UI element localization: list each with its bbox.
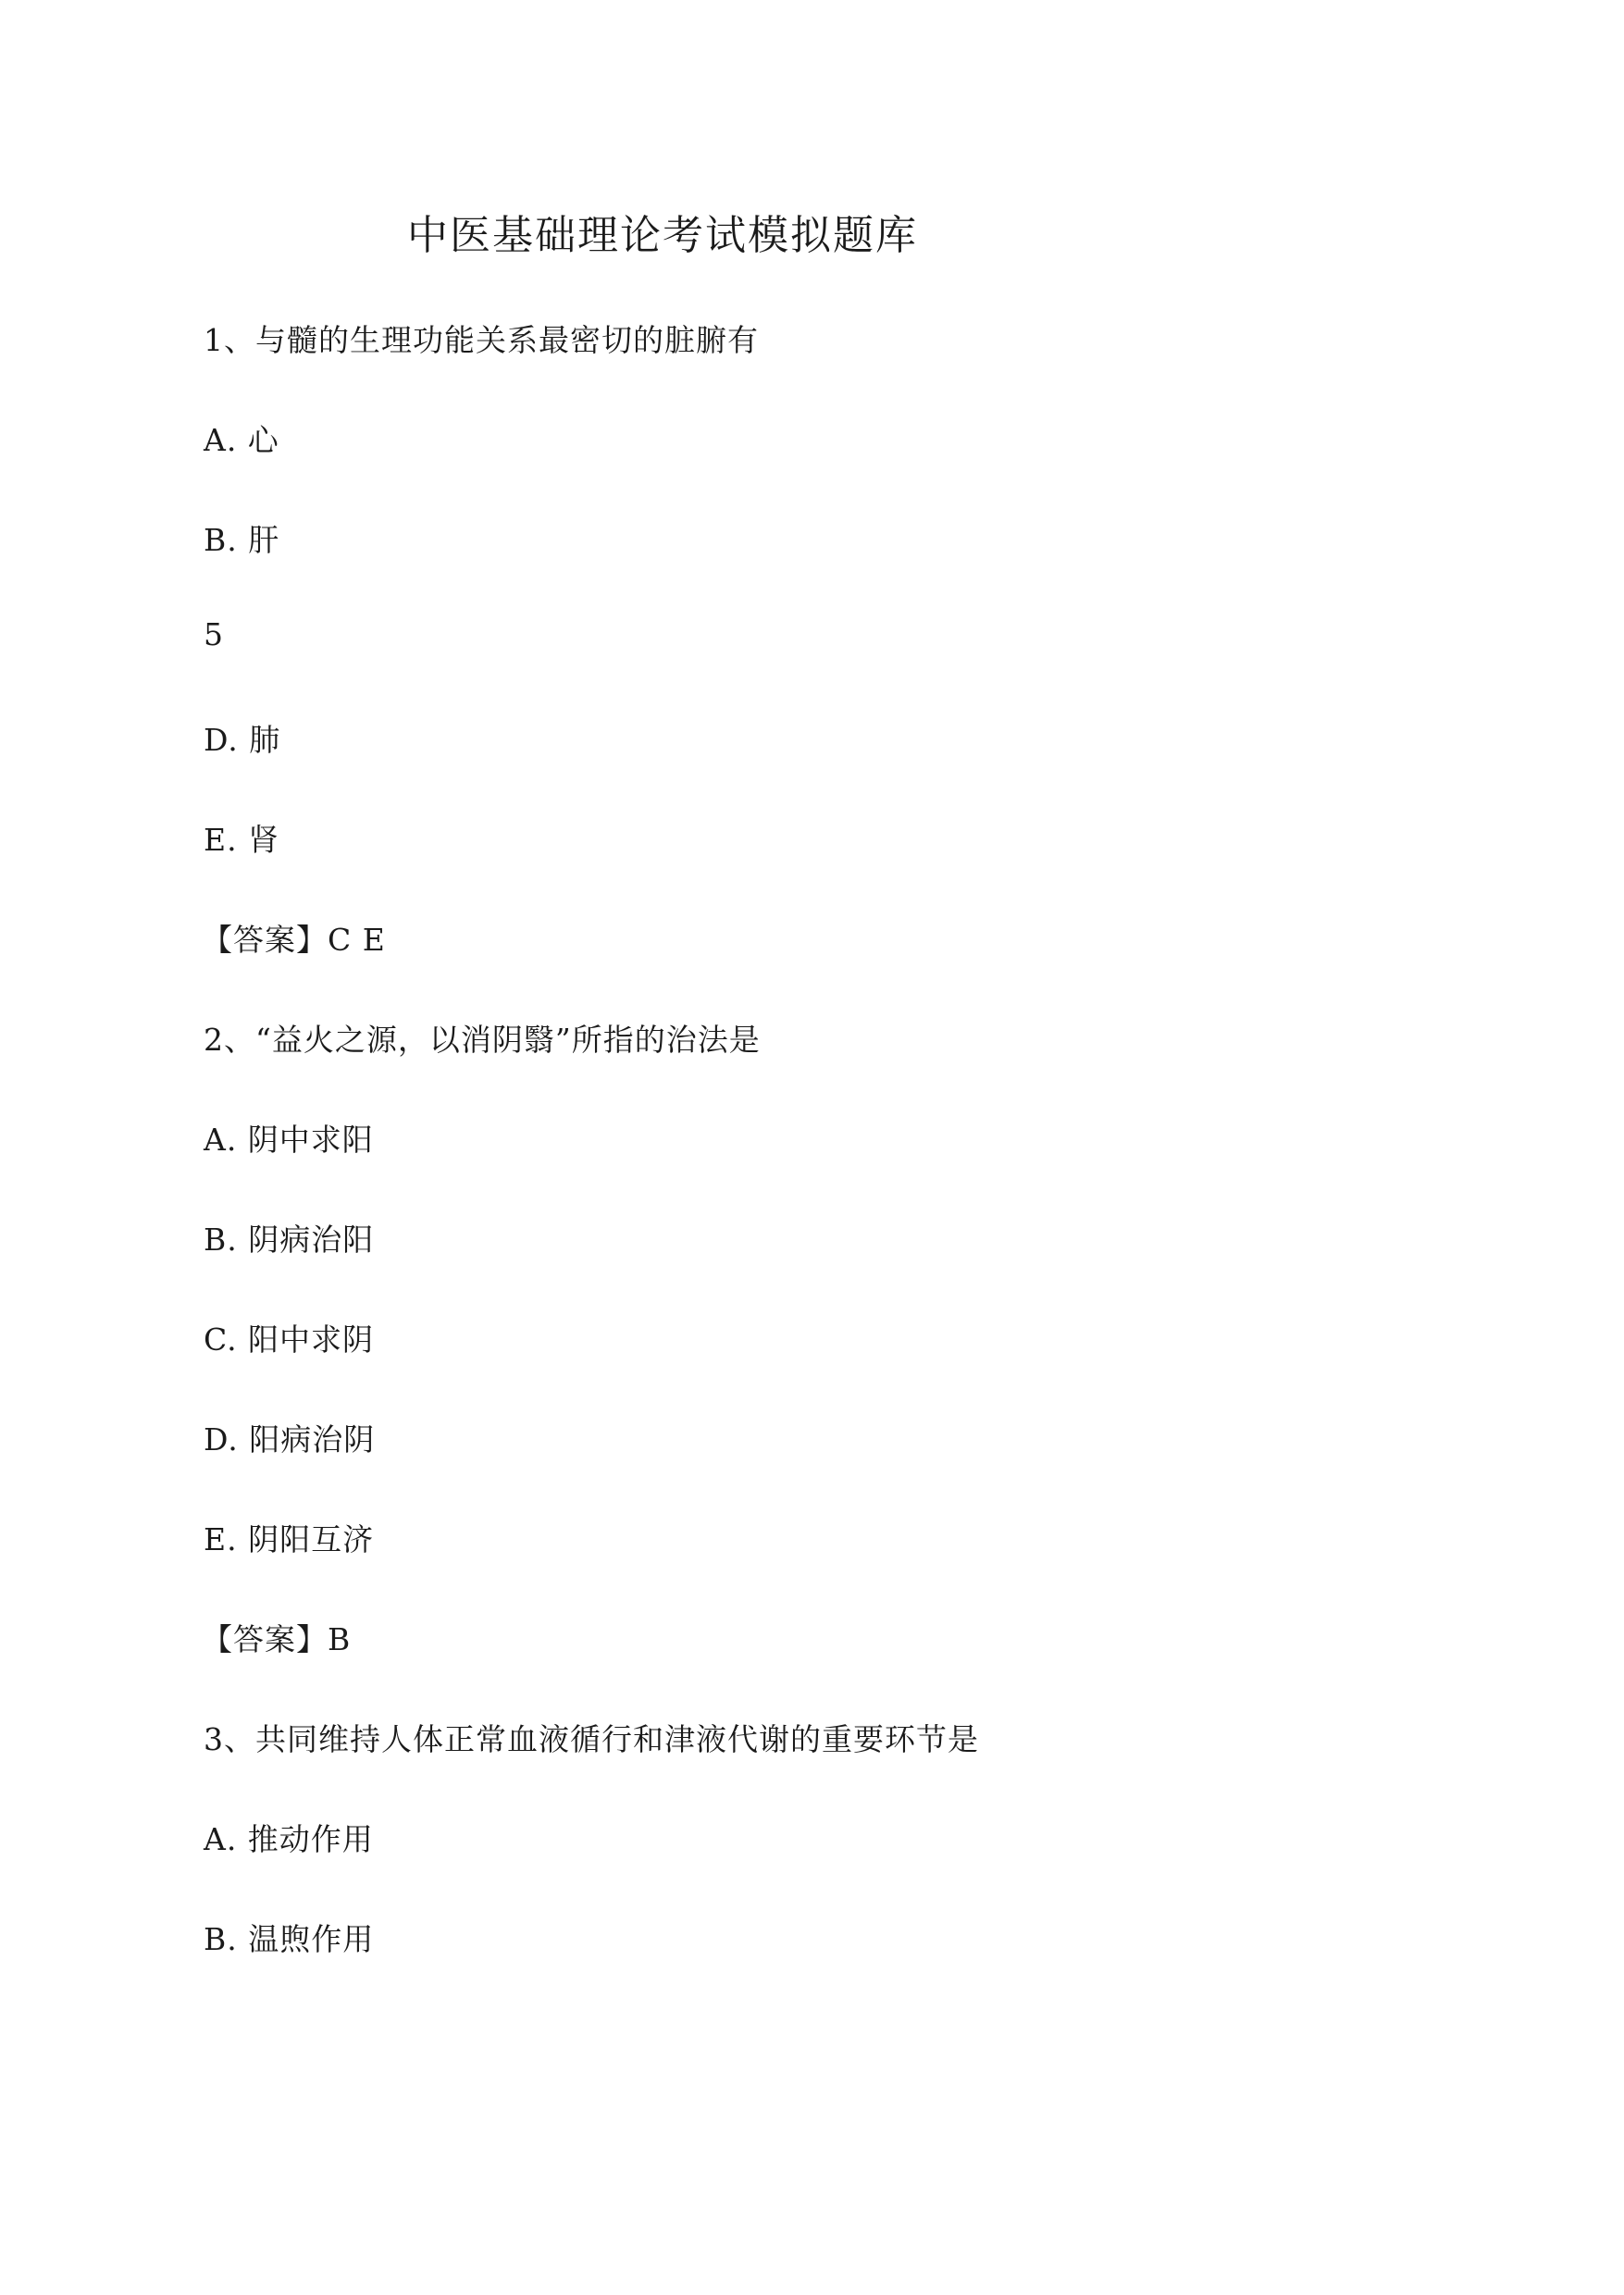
- question-1-option-e: E. 肾: [204, 822, 280, 858]
- question-2-option-c: C. 阳中求阴: [204, 1321, 375, 1358]
- question-3-option-b: B. 温煦作用: [204, 1921, 375, 1957]
- question-2-option-e: E. 阴阳互济: [204, 1521, 375, 1557]
- question-3-option-a: A. 推动作用: [204, 1821, 374, 1857]
- question-2-option-d: D. 阳病治阴: [204, 1421, 376, 1458]
- question-2-option-b: B. 阴病治阳: [204, 1222, 375, 1258]
- question-1-stem: 1、与髓的生理功能关系最密切的脏腑有: [204, 322, 759, 358]
- question-1-option-c: 5: [204, 616, 224, 652]
- document-title: 中医基础理论考试模拟题库: [407, 212, 918, 259]
- question-3-stem: 3、共同维持人体正常血液循行和津液代谢的重要环节是: [204, 1721, 979, 1757]
- question-2-option-a: A. 阴中求阳: [204, 1122, 374, 1158]
- question-1-option-d: D. 肺: [204, 722, 281, 758]
- question-1-option-a: A. 心: [204, 422, 279, 458]
- question-2-stem: 2、“益火之源，以消阴翳”所指的治法是: [204, 1022, 761, 1058]
- question-2-answer: 【答案】B: [202, 1621, 352, 1657]
- question-1-option-b: B. 肝: [204, 522, 280, 558]
- question-1-answer: 【答案】C E: [202, 922, 386, 958]
